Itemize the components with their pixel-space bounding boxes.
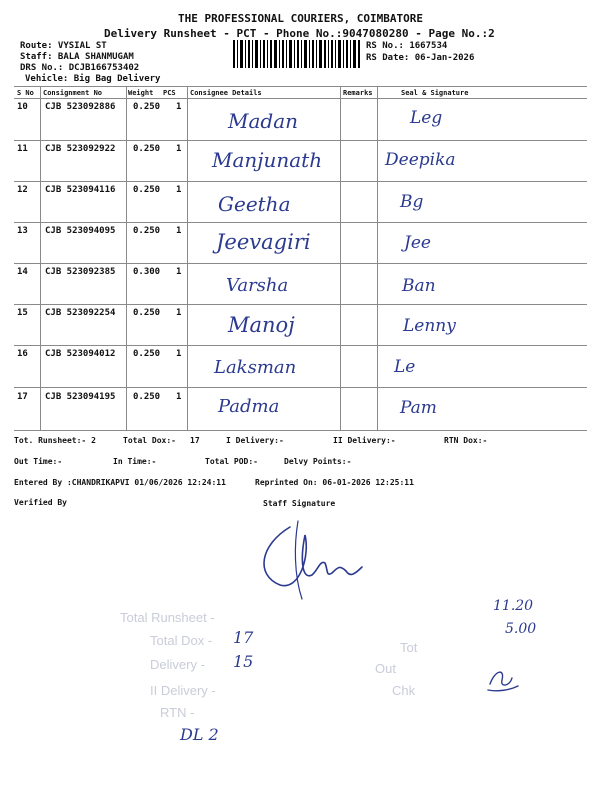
col-header-remarks: Remarks <box>343 89 373 97</box>
in-time: In Time:- <box>113 457 157 466</box>
seal-signature: Ban <box>402 276 436 296</box>
row-pcs: 1 <box>176 144 182 154</box>
stamp-delivery: Delivery - <box>150 657 205 672</box>
row-pcs: 1 <box>176 185 182 195</box>
delvy-points: Delvy Points:- <box>284 457 352 466</box>
company-name: THE PROFESSIONAL COURIERS, COIMBATORE <box>178 12 424 25</box>
handwritten-dl: DL 2 <box>180 725 219 744</box>
row-sno: 11 <box>17 144 28 154</box>
row-consignment: CJB 523092254 <box>45 308 116 318</box>
row-weight: 0.250 <box>133 308 161 318</box>
row-consignment: CJB 523092385 <box>45 267 116 277</box>
seal-signature: Le <box>394 357 416 377</box>
seal-signature: Pam <box>400 398 437 418</box>
staff-signature-label: Staff Signature <box>263 499 336 508</box>
staff-label: Staff: BALA SHANMUGAM <box>20 52 134 62</box>
col-header-pcs: PCS <box>163 89 176 97</box>
consignee-signature: Geetha <box>218 192 291 216</box>
row-weight: 0.250 <box>133 392 161 402</box>
seal-signature: Bg <box>400 192 424 212</box>
seal-signature: Jee <box>404 233 431 253</box>
stamp-right-tot: Tot <box>400 640 418 655</box>
seal-signature: Lenny <box>403 316 456 336</box>
handwritten-in-time: 5.00 <box>505 621 537 637</box>
row-sno: 12 <box>17 185 28 195</box>
row-consignment: CJB 523094116 <box>45 185 116 195</box>
handwritten-out-time: 11.20 <box>493 598 534 614</box>
tot-runsheet: Tot. Runsheet:- 2 <box>14 436 96 445</box>
consignee-signature: Varsha <box>226 275 289 296</box>
row-consignment: CJB 523092922 <box>45 144 116 154</box>
row-pcs: 1 <box>176 308 182 318</box>
col-header-seal: Seal & Signature <box>401 89 469 97</box>
consignee-signature: Manoj <box>228 313 295 337</box>
row-sno: 16 <box>17 349 28 359</box>
stamp-right-chk: Chk <box>392 683 416 698</box>
row-pcs: 1 <box>176 349 182 359</box>
consignee-signature: Padma <box>218 396 280 417</box>
row-consignment: CJB 523092886 <box>45 102 116 112</box>
consignee-signature: Manjunath <box>212 148 323 172</box>
row-weight: 0.250 <box>133 226 161 236</box>
rs-number: RS No.: 1667534 <box>366 41 448 51</box>
i-delivery: I Delivery:- <box>226 436 284 445</box>
row-weight: 0.250 <box>133 102 161 112</box>
total-dox-value: 17 <box>190 436 200 445</box>
row-consignment: CJB 523094095 <box>45 226 116 236</box>
seal-signature: Deepika <box>385 150 456 170</box>
barcode <box>233 40 361 68</box>
route-label: Route: VYSIAL ST <box>20 41 107 51</box>
row-weight: 0.250 <box>133 349 161 359</box>
row-sno: 14 <box>17 267 28 277</box>
runsheet-title: Delivery Runsheet - PCT - Phone No.:9047080280 - Page No.:2 <box>104 27 495 40</box>
stamp-total-runsheet: Total Runsheet - <box>120 610 215 625</box>
verified-by: Verified By <box>14 498 67 507</box>
consignee-signature: Laksman <box>214 357 297 378</box>
row-weight: 0.250 <box>133 185 161 195</box>
row-consignment: CJB 523094195 <box>45 392 116 402</box>
drs-label: DRS No.: DCJB166753402 <box>20 63 140 73</box>
row-weight: 0.300 <box>133 267 161 277</box>
row-sno: 17 <box>17 392 28 402</box>
stamp-right-out: Out <box>375 661 396 676</box>
row-consignment: CJB 523094012 <box>45 349 116 359</box>
total-pod: Total POD:- <box>205 457 258 466</box>
reprinted-on: Reprinted On: 06-01-2026 12:25:11 <box>255 478 414 487</box>
entered-by: Entered By :CHANDRIKAPVI 01/06/2026 12:24:11 <box>14 478 226 487</box>
out-time: Out Time:- <box>14 457 63 466</box>
handwritten-count-17: 17 <box>233 628 254 647</box>
col-header-consignee: Consignee Details <box>190 89 262 97</box>
col-header-consignment: Consignment No <box>43 89 103 97</box>
stamp-total-dox: Total Dox - <box>150 633 213 648</box>
stamp-rtn: RTN - <box>160 705 195 720</box>
rs-date: RS Date: 06-Jan-2026 <box>366 53 475 63</box>
vehicle-label: Vehicle: Big Bag Delivery <box>25 74 161 84</box>
ii-delivery: II Delivery:- <box>333 436 396 445</box>
row-pcs: 1 <box>176 226 182 236</box>
row-weight: 0.250 <box>133 144 161 154</box>
row-pcs: 1 <box>176 267 182 277</box>
staff-signature <box>250 515 390 605</box>
handwritten-count-15: 15 <box>233 652 254 671</box>
seal-signature: Leg <box>410 108 443 128</box>
stamp-ii-delivery: II Delivery - <box>150 683 216 698</box>
col-header-weight: Weight <box>128 89 154 97</box>
col-header-sno: S No <box>17 89 34 97</box>
row-pcs: 1 <box>176 392 182 402</box>
rtn-dox: RTN Dox:- <box>444 436 488 445</box>
row-pcs: 1 <box>176 102 182 112</box>
row-sno: 15 <box>17 308 28 318</box>
consignee-signature: Jeevagiri <box>216 230 311 254</box>
row-sno: 13 <box>17 226 28 236</box>
total-dox: Total Dox:- <box>123 436 176 445</box>
consignee-signature: Madan <box>228 109 299 133</box>
initials-signature <box>480 662 525 698</box>
row-sno: 10 <box>17 102 28 112</box>
